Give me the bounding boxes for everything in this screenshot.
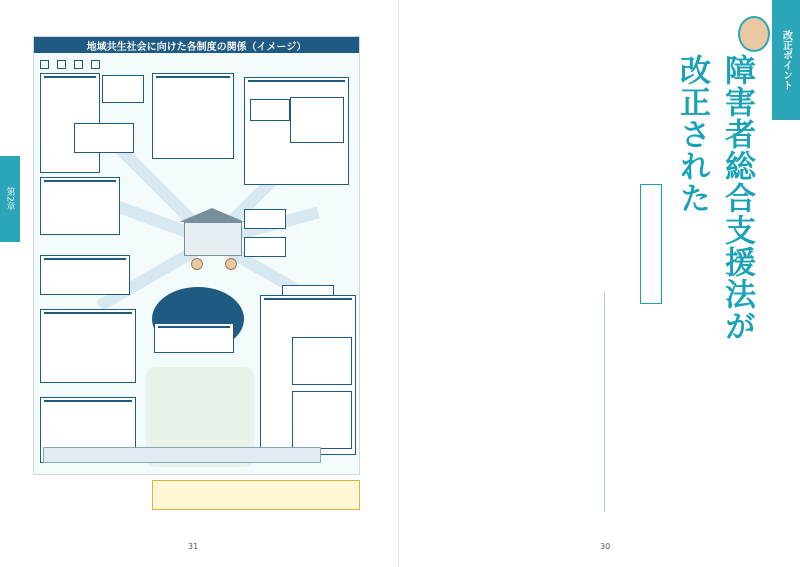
offices-box (290, 97, 344, 143)
welfare-service-box-2 (244, 237, 286, 257)
legend-swatch (40, 60, 49, 69)
page-subheadline (700, 54, 716, 474)
legend-swatch (74, 60, 83, 69)
diagram-title: 地域共生社会に向けた各制度の関係（イメージ） (34, 37, 359, 53)
disability-welfare-sub-box (292, 337, 352, 385)
infrastructure-bar (43, 447, 321, 463)
summary-note-box (152, 480, 360, 510)
system-relationship-diagram (33, 36, 360, 475)
page-headline: 障害者総合支援法が改正された (674, 54, 755, 342)
diagram-legend (40, 59, 353, 71)
house-roof (179, 208, 245, 222)
consultation-support-box (40, 255, 130, 295)
group-home-heading (158, 326, 230, 328)
medical-heading (44, 76, 96, 78)
legend-item (57, 60, 68, 71)
person-icon (191, 258, 203, 270)
legend-swatch (57, 60, 66, 69)
home-medical-box (74, 123, 134, 153)
legend-swatch (91, 60, 100, 69)
employment-heading (264, 298, 352, 300)
right-page-number: 30 (600, 542, 611, 551)
house-illustration (184, 222, 242, 256)
company-box (292, 391, 352, 449)
mental-health-box (152, 73, 234, 159)
prefecture-heading (44, 180, 116, 182)
body-column-lower (414, 292, 696, 518)
group-home-service-box (250, 99, 290, 121)
chapter-tab: 第2章 (0, 156, 20, 242)
legend-item (91, 60, 102, 71)
municipality-heading (44, 312, 132, 314)
prefecture-box (40, 177, 120, 235)
section-heading-box (640, 184, 662, 304)
municipality-box (40, 309, 136, 383)
legend-item (40, 60, 51, 71)
disability-welfare-heading (248, 80, 345, 82)
group-home-box (154, 323, 234, 353)
consultation-heading (44, 258, 126, 260)
avatar (738, 16, 770, 52)
mental-health-heading (156, 76, 230, 78)
legend-item (74, 60, 85, 71)
prefecture-bottom-heading (44, 400, 132, 402)
welfare-service-box (244, 209, 286, 229)
kaisei-point-tab: 改正ポイント (772, 0, 800, 120)
person-icon (225, 258, 237, 270)
left-page-number: 31 (188, 542, 199, 551)
hospital-box (102, 75, 144, 103)
